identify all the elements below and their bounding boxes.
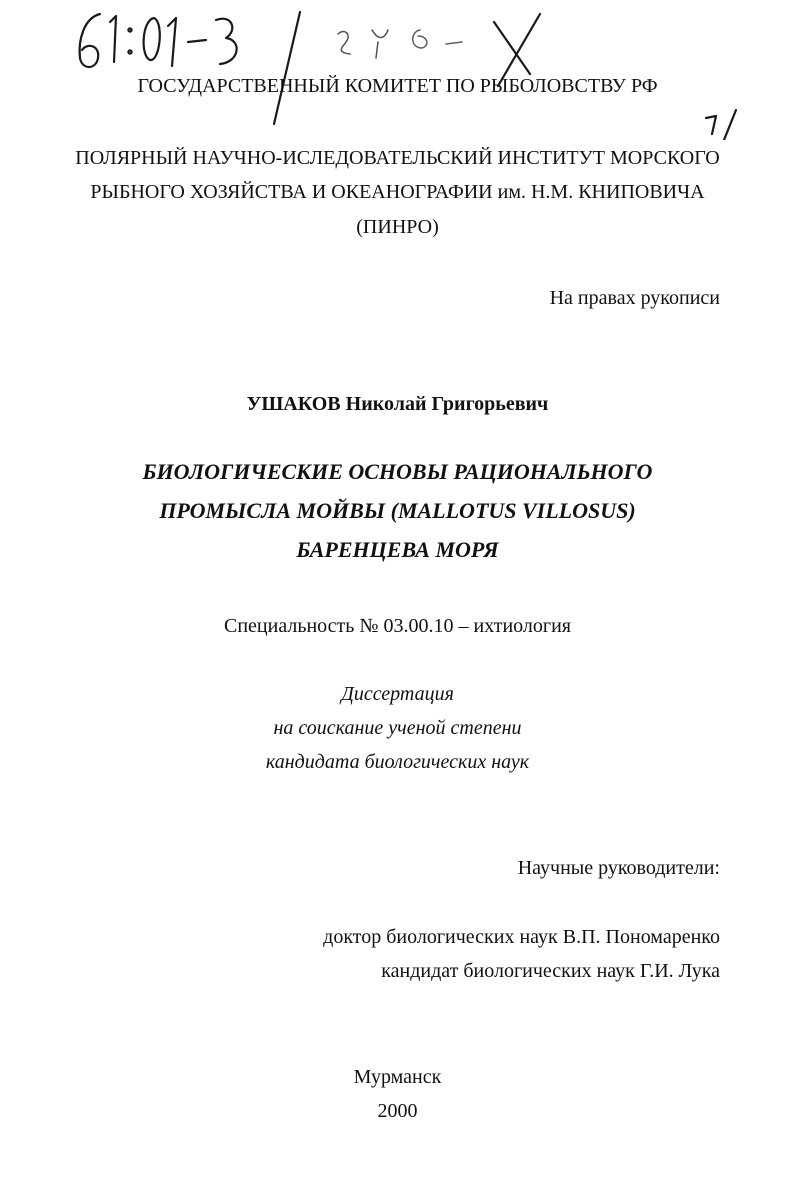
city: Мурманск bbox=[353, 1066, 442, 1088]
author-surname: УШАКОВ bbox=[246, 393, 341, 415]
rights-note: На правах рукописи bbox=[549, 287, 720, 309]
thesis-title-line-1: БИОЛОГИЧЕСКИЕ ОСНОВЫ РАЦИОНАЛЬНОГО bbox=[142, 459, 653, 484]
degree-line-2: кандидата биологических наук bbox=[265, 751, 530, 773]
institute-line-1: ПОЛЯРНЫЙ НАУЧНО-ИСЛЕДОВАТЕЛЬСКИЙ ИНСТИТУТ МОРСКОГО bbox=[75, 147, 720, 169]
handwritten-archive-stamp bbox=[0, 0, 795, 140]
thesis-title-line-2: ПРОМЫСЛА МОЙВЫ (MALLOTUS VILLOSUS) bbox=[159, 498, 636, 523]
committee-heading: ГОСУДАРСТВЕННЫЙ КОМИТЕТ ПО РЫБОЛОВСТВУ РФ bbox=[137, 75, 658, 97]
institute-line-2: РЫБНОГО ХОЗЯЙСТВА И ОКЕАНОГРАФИИ им. Н.М. КНИПОВИЧА bbox=[90, 181, 705, 203]
supervisors-heading: Научные руководители: bbox=[517, 857, 720, 879]
supervisor-1: доктор биологических наук В.П. Пономаренко bbox=[323, 926, 720, 948]
degree-line-1: на соискание ученой степени bbox=[273, 717, 522, 739]
thesis-title-line-3: БАРЕНЦЕВА МОРЯ bbox=[296, 537, 499, 562]
year: 2000 bbox=[377, 1100, 418, 1122]
supervisor-2: кандидат биологических наук Г.И. Лука bbox=[381, 960, 720, 982]
institute-abbreviation: (ПИНРО) bbox=[356, 216, 439, 238]
author-name bbox=[0, 392, 795, 416]
dissertation-label: Диссертация bbox=[341, 683, 454, 705]
author-given-name: Николай Григорьевич bbox=[345, 393, 549, 415]
specialty: Специальность № 03.00.10 – ихтиология bbox=[224, 615, 571, 637]
